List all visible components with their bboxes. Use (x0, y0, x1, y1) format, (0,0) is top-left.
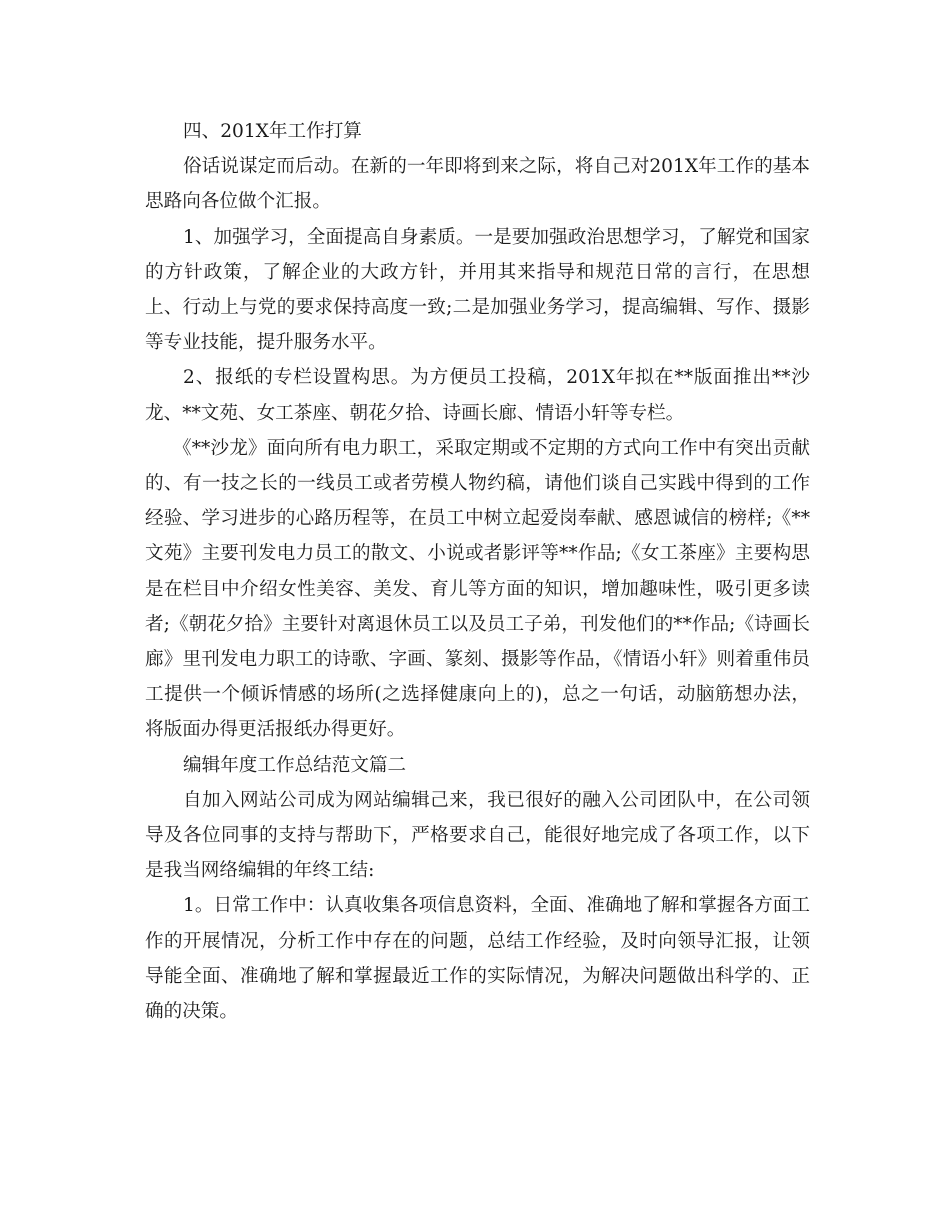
paragraph: 自加入网站公司成为网站编辑己来，我已很好的融入公司团队中，在公司领导及各位同事的支持与帮助下，严格要求自己，能很好地完成了各项工作，以下是我当网络编辑的年终工结: (145, 789, 810, 882)
section-heading: 四、201X年工作打算 (183, 121, 362, 142)
paragraph: 1。日常工作中：认真收集各项信息资料，全面、准确地了解和掌握各方面工作的开展情况，分析工作中存在的问题，总结工作经验，及时向领导汇报，让领导能全面、准确地了解和掌握最近工作的实际情况，为解决问题做出科学的、正确的决策。 (145, 895, 810, 1023)
paragraph: 2、报纸的专栏设置构思。为方便员工投稿，201X年拟在**版面推出**沙龙、**文苑、女工茶座、朝花夕拾、诗画长廊、情语小轩等专栏。 (145, 367, 810, 424)
document-body (145, 114, 810, 1029)
paragraph: 《**沙龙》面向所有电力职工，采取定期或不定期的方式向工作中有突出贡献的、有一技之长的一线员工或者劳模人物约稿，请他们谈自己实践中得到的工作经验、学习进步的心路历程等，在员工中树立起爱岗奉献、感恩诚信的榜样;《**文苑》主要刊发电力员工的散文、小说或者影评等**作品;《女工茶座》主要构思是在栏目中介绍女性美容、美发、育儿等方面的知识，增加趣味性，吸引更多读者;《朝花夕拾》主要针对离退休员工以及员工子弟，刊发他们的**作品;《诗画长廊》里刊发电力职工的诗歌、字画、篆刻、摄影等作品，《情语小轩》则着重伟员工提供一个倾诉情感的场所(之选择健康向上的)，总之一句话，动脑筋想办法，将版面办得更活报纸办得更好。 (145, 437, 810, 741)
paragraph: 1、加强学习，全面提高自身素质。一是要加强政治思想学习，了解党和国家的方针政策，了解企业的大政方针，并用其来指导和规范日常的言行，在思想上、行动上与党的要求保持高度一致;二是加强业务学习，提高编辑、写作、摄影等专业技能，提升服务水平。 (145, 226, 810, 354)
paragraph: 俗话说谋定而后动。在新的一年即将到来之际，将自己对201X年工作的基本思路向各位做个汇报。 (145, 156, 810, 213)
section-heading: 编辑年度工作总结范文篇二 (183, 754, 407, 776)
